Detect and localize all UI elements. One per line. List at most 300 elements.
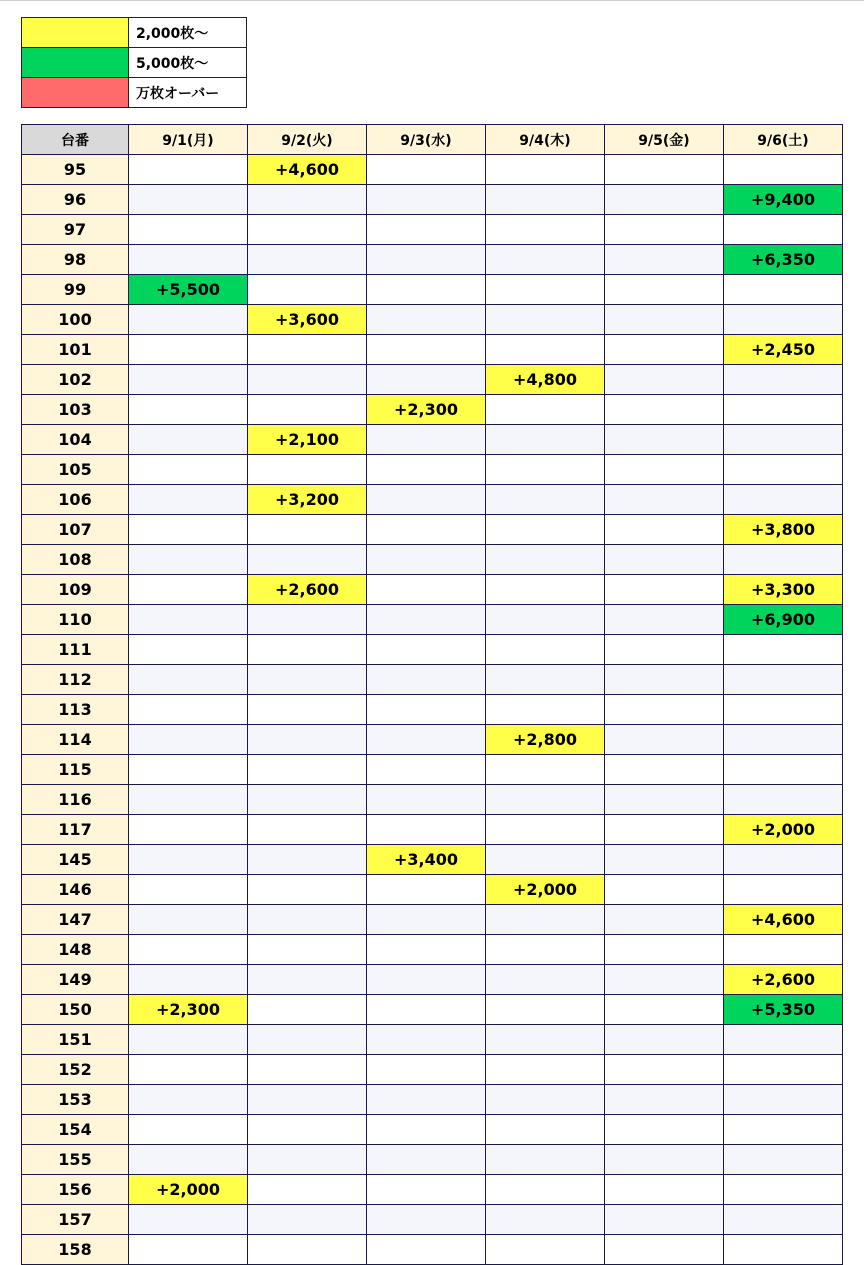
- result-cell: [129, 785, 248, 815]
- result-cell: [486, 635, 605, 665]
- result-cell: [486, 1085, 605, 1115]
- machine-number: 151: [22, 1025, 129, 1055]
- result-cell: [248, 545, 367, 575]
- result-cell: +5,350: [724, 995, 843, 1025]
- result-cell: [486, 905, 605, 935]
- table-row: [22, 575, 843, 605]
- result-cell: [248, 275, 367, 305]
- machine-number: 98: [22, 245, 129, 275]
- table-row: [22, 335, 843, 365]
- machine-number: 156: [22, 1175, 129, 1205]
- result-cell: [367, 755, 486, 785]
- result-cell: [129, 605, 248, 635]
- result-cell: [605, 1235, 724, 1265]
- result-cell: [248, 1025, 367, 1055]
- result-cell: [486, 515, 605, 545]
- result-cell: [486, 1025, 605, 1055]
- result-cell: [724, 1055, 843, 1085]
- result-cell: [605, 515, 724, 545]
- result-cell: [129, 575, 248, 605]
- table-row: [22, 935, 843, 965]
- result-cell: [248, 665, 367, 695]
- result-cell: [486, 695, 605, 725]
- result-cell: [605, 1205, 724, 1235]
- result-cell: [724, 365, 843, 395]
- result-cell: [248, 395, 367, 425]
- machine-number: 112: [22, 665, 129, 695]
- result-cell: [367, 425, 486, 455]
- result-cell: +2,800: [486, 725, 605, 755]
- result-cell: [724, 755, 843, 785]
- result-cell: +2,600: [248, 575, 367, 605]
- legend-label: 2,000枚～: [129, 18, 247, 48]
- result-cell: [486, 215, 605, 245]
- table-row: [22, 725, 843, 755]
- result-cell: [129, 1145, 248, 1175]
- results-table: [21, 124, 843, 1265]
- result-cell: [486, 575, 605, 605]
- result-cell: +6,350: [724, 245, 843, 275]
- result-cell: +6,900: [724, 605, 843, 635]
- result-cell: [367, 785, 486, 815]
- table-row: [22, 665, 843, 695]
- result-cell: [129, 545, 248, 575]
- result-cell: [367, 275, 486, 305]
- result-cell: [367, 1235, 486, 1265]
- machine-number: 95: [22, 155, 129, 185]
- machine-number: 100: [22, 305, 129, 335]
- header-date: 9/2(火): [248, 125, 367, 155]
- result-cell: [248, 845, 367, 875]
- result-cell: [248, 1175, 367, 1205]
- result-cell: [724, 935, 843, 965]
- result-cell: +2,000: [129, 1175, 248, 1205]
- result-cell: [248, 755, 367, 785]
- machine-number: 108: [22, 545, 129, 575]
- result-cell: [486, 935, 605, 965]
- result-cell: [605, 1145, 724, 1175]
- result-cell: [367, 215, 486, 245]
- result-cell: [605, 335, 724, 365]
- result-cell: [248, 695, 367, 725]
- machine-number: 158: [22, 1235, 129, 1265]
- table-row: [22, 635, 843, 665]
- result-cell: [486, 785, 605, 815]
- table-row: [22, 1055, 843, 1085]
- header-date: 9/3(水): [367, 125, 486, 155]
- table-row: [22, 995, 843, 1025]
- result-cell: [486, 275, 605, 305]
- header-date: 9/6(土): [724, 125, 843, 155]
- result-cell: [248, 245, 367, 275]
- result-cell: [605, 995, 724, 1025]
- machine-number: 101: [22, 335, 129, 365]
- legend-swatch-red: [22, 78, 129, 108]
- result-cell: [367, 545, 486, 575]
- result-cell: [248, 605, 367, 635]
- result-cell: [129, 365, 248, 395]
- result-cell: [367, 305, 486, 335]
- machine-number: 109: [22, 575, 129, 605]
- legend: [21, 17, 247, 108]
- machine-number: 113: [22, 695, 129, 725]
- result-cell: [367, 665, 486, 695]
- result-cell: [129, 305, 248, 335]
- result-cell: [367, 965, 486, 995]
- result-cell: [367, 635, 486, 665]
- result-cell: [129, 185, 248, 215]
- result-cell: [724, 395, 843, 425]
- result-cell: [129, 245, 248, 275]
- machine-number: 146: [22, 875, 129, 905]
- result-cell: [367, 995, 486, 1025]
- table-row: [22, 905, 843, 935]
- table-row: [22, 605, 843, 635]
- table-row: [22, 695, 843, 725]
- result-cell: [605, 1115, 724, 1145]
- result-cell: [248, 1055, 367, 1085]
- result-cell: [605, 245, 724, 275]
- result-cell: [605, 965, 724, 995]
- result-cell: [605, 605, 724, 635]
- result-cell: +5,500: [129, 275, 248, 305]
- table-row: [22, 395, 843, 425]
- result-cell: [367, 1025, 486, 1055]
- result-cell: [129, 875, 248, 905]
- result-cell: [367, 695, 486, 725]
- result-cell: +2,600: [724, 965, 843, 995]
- result-cell: [129, 695, 248, 725]
- result-cell: [605, 815, 724, 845]
- machine-number: 107: [22, 515, 129, 545]
- result-cell: +2,450: [724, 335, 843, 365]
- result-cell: +4,600: [248, 155, 367, 185]
- result-cell: [129, 1205, 248, 1235]
- result-cell: [486, 425, 605, 455]
- result-cell: [605, 425, 724, 455]
- machine-number: 150: [22, 995, 129, 1025]
- machine-number: 116: [22, 785, 129, 815]
- machine-number: 104: [22, 425, 129, 455]
- result-cell: [129, 485, 248, 515]
- result-cell: [724, 1085, 843, 1115]
- result-cell: [605, 935, 724, 965]
- machine-number: 97: [22, 215, 129, 245]
- result-cell: [367, 335, 486, 365]
- result-cell: [248, 365, 367, 395]
- result-cell: [486, 395, 605, 425]
- result-cell: [486, 1235, 605, 1265]
- table-row: [22, 245, 843, 275]
- machine-number: 99: [22, 275, 129, 305]
- result-cell: [248, 1145, 367, 1175]
- result-cell: [367, 1115, 486, 1145]
- result-cell: [367, 905, 486, 935]
- machine-number: 154: [22, 1115, 129, 1145]
- result-cell: +3,300: [724, 575, 843, 605]
- table-row: [22, 1205, 843, 1235]
- result-cell: [129, 1115, 248, 1145]
- table-row: [22, 875, 843, 905]
- machine-number: 148: [22, 935, 129, 965]
- result-cell: [605, 725, 724, 755]
- result-cell: [486, 1115, 605, 1145]
- header-date: 9/5(金): [605, 125, 724, 155]
- result-cell: [129, 815, 248, 845]
- machine-number: 117: [22, 815, 129, 845]
- result-cell: [605, 455, 724, 485]
- machine-number: 157: [22, 1205, 129, 1235]
- result-cell: +3,600: [248, 305, 367, 335]
- machine-number: 145: [22, 845, 129, 875]
- result-cell: [367, 1205, 486, 1235]
- result-cell: [248, 875, 367, 905]
- result-cell: [605, 545, 724, 575]
- result-cell: [248, 995, 367, 1025]
- result-cell: +2,100: [248, 425, 367, 455]
- result-cell: [486, 665, 605, 695]
- result-cell: [724, 1145, 843, 1175]
- result-cell: [248, 515, 367, 545]
- result-cell: [605, 785, 724, 815]
- result-cell: [367, 485, 486, 515]
- result-cell: [129, 1085, 248, 1115]
- result-cell: [724, 725, 843, 755]
- result-cell: [486, 755, 605, 785]
- legend-label: 万枚オーバー: [129, 78, 247, 108]
- result-cell: [605, 1025, 724, 1055]
- result-cell: [724, 545, 843, 575]
- result-cell: [605, 575, 724, 605]
- result-cell: [486, 1055, 605, 1085]
- result-cell: [724, 455, 843, 485]
- result-cell: [605, 215, 724, 245]
- result-cell: [486, 335, 605, 365]
- result-cell: [486, 815, 605, 845]
- result-cell: [724, 785, 843, 815]
- result-cell: [605, 755, 724, 785]
- result-cell: [129, 845, 248, 875]
- result-cell: [367, 1055, 486, 1085]
- machine-number: 105: [22, 455, 129, 485]
- table-row: [22, 1145, 843, 1175]
- result-cell: [248, 905, 367, 935]
- table-row: [22, 485, 843, 515]
- result-cell: [605, 635, 724, 665]
- result-cell: [724, 665, 843, 695]
- header-row: [22, 125, 843, 155]
- result-cell: [248, 1115, 367, 1145]
- legend-row: [22, 18, 247, 48]
- machine-number: 106: [22, 485, 129, 515]
- result-cell: [605, 485, 724, 515]
- table-row: [22, 275, 843, 305]
- table-row: [22, 1235, 843, 1265]
- result-cell: [486, 245, 605, 275]
- machine-number: 102: [22, 365, 129, 395]
- result-cell: [367, 455, 486, 485]
- result-cell: +2,300: [367, 395, 486, 425]
- result-cell: [605, 905, 724, 935]
- result-cell: [724, 845, 843, 875]
- machine-number: 103: [22, 395, 129, 425]
- table-row: [22, 965, 843, 995]
- legend-row: [22, 48, 247, 78]
- table-row: [22, 515, 843, 545]
- result-cell: [724, 215, 843, 245]
- result-cell: [605, 1175, 724, 1205]
- result-cell: [486, 545, 605, 575]
- result-cell: [248, 1235, 367, 1265]
- result-cell: [724, 1115, 843, 1145]
- result-cell: [367, 725, 486, 755]
- result-cell: [605, 665, 724, 695]
- result-cell: [724, 425, 843, 455]
- result-cell: [129, 755, 248, 785]
- result-cell: [129, 935, 248, 965]
- result-cell: [248, 725, 367, 755]
- result-cell: [486, 1175, 605, 1205]
- result-cell: [486, 485, 605, 515]
- machine-number: 147: [22, 905, 129, 935]
- result-cell: [248, 1205, 367, 1235]
- result-cell: +3,800: [724, 515, 843, 545]
- result-cell: [724, 305, 843, 335]
- result-cell: [367, 605, 486, 635]
- result-cell: [248, 1085, 367, 1115]
- table-row: [22, 815, 843, 845]
- machine-number: 153: [22, 1085, 129, 1115]
- result-cell: +2,300: [129, 995, 248, 1025]
- result-cell: [248, 815, 367, 845]
- result-cell: [605, 395, 724, 425]
- table-row: [22, 755, 843, 785]
- result-cell: [605, 305, 724, 335]
- result-cell: [724, 875, 843, 905]
- header-date: 9/4(木): [486, 125, 605, 155]
- result-cell: [724, 635, 843, 665]
- result-cell: [605, 185, 724, 215]
- result-cell: [486, 155, 605, 185]
- result-cell: [724, 275, 843, 305]
- result-cell: [486, 455, 605, 485]
- result-cell: [129, 665, 248, 695]
- result-cell: [129, 1025, 248, 1055]
- legend-row: [22, 78, 247, 108]
- result-cell: [724, 1235, 843, 1265]
- result-cell: +4,800: [486, 365, 605, 395]
- result-cell: [486, 845, 605, 875]
- result-cell: [367, 515, 486, 545]
- result-cell: [605, 1085, 724, 1115]
- result-cell: [129, 725, 248, 755]
- result-cell: [367, 1175, 486, 1205]
- top-border: [0, 0, 864, 1]
- machine-number: 111: [22, 635, 129, 665]
- table-row: [22, 425, 843, 455]
- result-cell: [486, 1145, 605, 1175]
- table-row: [22, 1085, 843, 1115]
- result-cell: [248, 185, 367, 215]
- machine-number: 149: [22, 965, 129, 995]
- result-cell: +3,200: [248, 485, 367, 515]
- result-cell: [486, 185, 605, 215]
- result-cell: [486, 605, 605, 635]
- result-cell: [248, 965, 367, 995]
- result-cell: +4,600: [724, 905, 843, 935]
- result-cell: [367, 815, 486, 845]
- result-cell: [486, 995, 605, 1025]
- result-cell: +9,400: [724, 185, 843, 215]
- result-cell: [129, 155, 248, 185]
- result-cell: [129, 1235, 248, 1265]
- result-cell: [367, 185, 486, 215]
- table-row: [22, 365, 843, 395]
- result-cell: [605, 845, 724, 875]
- machine-number: 114: [22, 725, 129, 755]
- table-row: [22, 1025, 843, 1055]
- result-cell: [129, 965, 248, 995]
- table-row: [22, 305, 843, 335]
- machine-number: 115: [22, 755, 129, 785]
- result-cell: [605, 275, 724, 305]
- result-cell: [248, 455, 367, 485]
- result-cell: [605, 155, 724, 185]
- result-cell: [724, 485, 843, 515]
- result-cell: +3,400: [367, 845, 486, 875]
- result-cell: [724, 1205, 843, 1235]
- result-cell: [367, 575, 486, 605]
- result-cell: [129, 515, 248, 545]
- result-cell: [486, 965, 605, 995]
- legend-label: 5,000枚～: [129, 48, 247, 78]
- result-cell: [248, 935, 367, 965]
- result-cell: [248, 635, 367, 665]
- legend-swatch-yellow: [22, 18, 129, 48]
- result-cell: [129, 335, 248, 365]
- table-row: [22, 1115, 843, 1145]
- machine-number: 152: [22, 1055, 129, 1085]
- header-machine-number: 台番: [22, 125, 129, 155]
- table-row: [22, 1175, 843, 1205]
- legend-swatch-green: [22, 48, 129, 78]
- table-row: [22, 845, 843, 875]
- header-date: 9/1(月): [129, 125, 248, 155]
- table-row: [22, 785, 843, 815]
- result-cell: [367, 1085, 486, 1115]
- result-cell: [605, 1055, 724, 1085]
- result-cell: [129, 455, 248, 485]
- result-cell: [248, 215, 367, 245]
- result-cell: +2,000: [724, 815, 843, 845]
- result-cell: [367, 155, 486, 185]
- result-cell: [605, 365, 724, 395]
- result-cell: [129, 635, 248, 665]
- result-cell: [486, 305, 605, 335]
- result-cell: [129, 425, 248, 455]
- result-cell: [367, 245, 486, 275]
- table-row: [22, 185, 843, 215]
- machine-number: 155: [22, 1145, 129, 1175]
- result-cell: [367, 875, 486, 905]
- table-row: [22, 215, 843, 245]
- machine-number: 110: [22, 605, 129, 635]
- table-row: [22, 455, 843, 485]
- result-cell: [129, 1055, 248, 1085]
- result-cell: [486, 1205, 605, 1235]
- table-row: [22, 545, 843, 575]
- result-cell: [724, 1175, 843, 1205]
